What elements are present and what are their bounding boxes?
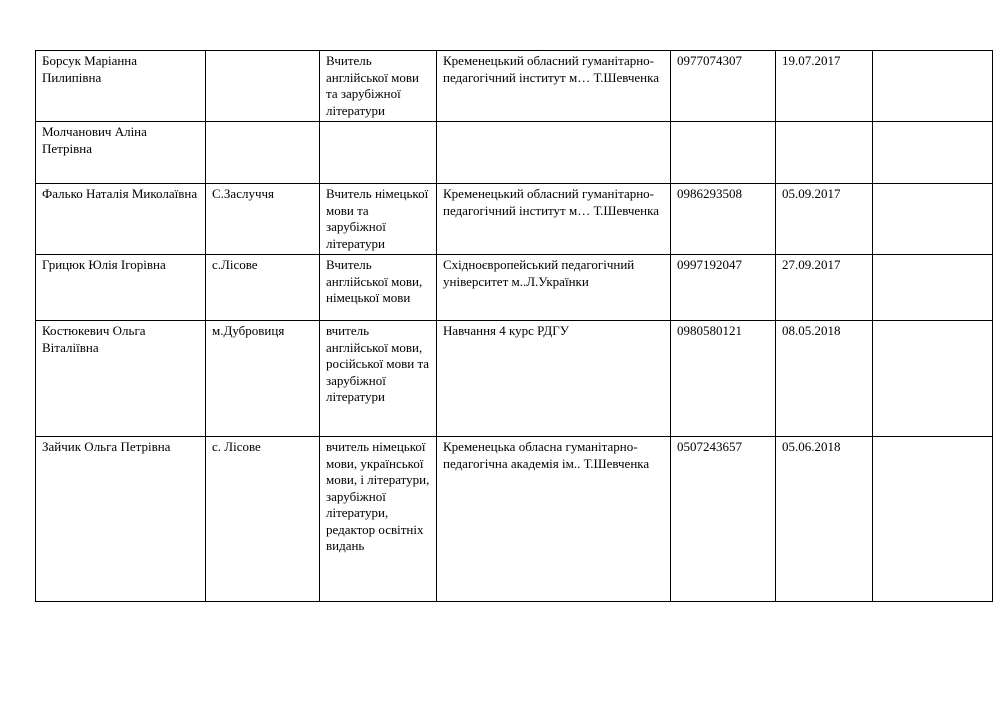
name-cell: Грицюк Юлія Ігорівна — [36, 255, 206, 321]
table-row — [36, 122, 993, 184]
education-cell — [437, 122, 671, 184]
note-cell — [873, 255, 993, 321]
note-cell — [873, 184, 993, 255]
education-cell: Навчання 4 курс РДГУ — [437, 321, 671, 437]
staff-table — [35, 50, 993, 602]
note-cell — [873, 321, 993, 437]
village-cell: С.Заслуччя — [206, 184, 320, 255]
table-row — [36, 321, 993, 437]
phone-cell — [671, 122, 776, 184]
name-cell: Зайчик Ольга Петрівна — [36, 437, 206, 602]
table-row — [36, 51, 993, 122]
village-cell — [206, 51, 320, 122]
phone-cell: 0507243657 — [671, 437, 776, 602]
date-cell: 05.09.2017 — [776, 184, 873, 255]
name-cell: Борсук Маріанна Пилипівна — [36, 51, 206, 122]
phone-cell: 0986293508 — [671, 184, 776, 255]
name-cell: Фалько Наталія Миколаївна — [36, 184, 206, 255]
education-cell: Кременецька обласна гуманітарно-педагогічна академія ім.. Т.Шевченка — [437, 437, 671, 602]
date-cell: 27.09.2017 — [776, 255, 873, 321]
education-cell: Кременецький обласний гуманітарно-педагогічний інститут м… Т.Шевченка — [437, 184, 671, 255]
phone-cell: 0980580121 — [671, 321, 776, 437]
date-cell — [776, 122, 873, 184]
phone-cell: 0997192047 — [671, 255, 776, 321]
village-cell: с. Лісове — [206, 437, 320, 602]
name-cell: Костюкевич Ольга Віталіївна — [36, 321, 206, 437]
date-cell: 08.05.2018 — [776, 321, 873, 437]
education-cell: Східноєвропейський педагогічний університет м..Л.Українки — [437, 255, 671, 321]
name-cell: Молчанович Аліна Петрівна — [36, 122, 206, 184]
table-row — [36, 437, 993, 602]
table-row — [36, 255, 993, 321]
position-cell: Вчитель англійської мови та зарубіжної літератури — [320, 51, 437, 122]
village-cell: с.Лісове — [206, 255, 320, 321]
note-cell — [873, 51, 993, 122]
note-cell — [873, 122, 993, 184]
phone-cell: 0977074307 — [671, 51, 776, 122]
date-cell: 05.06.2018 — [776, 437, 873, 602]
position-cell: вчитель англійської мови, російської мови та зарубіжної літератури — [320, 321, 437, 437]
date-cell: 19.07.2017 — [776, 51, 873, 122]
village-cell: м.Дубровиця — [206, 321, 320, 437]
position-cell — [320, 122, 437, 184]
village-cell — [206, 122, 320, 184]
position-cell: Вчитель німецької мови та зарубіжної літератури — [320, 184, 437, 255]
education-cell: Кременецький обласний гуманітарно-педагогічний інститут м… Т.Шевченка — [437, 51, 671, 122]
position-cell: вчитель німецької мови, української мови, і літератури, зарубіжної літератури, редактор освітніх видань — [320, 437, 437, 602]
table-row — [36, 184, 993, 255]
position-cell: Вчитель англійської мови, німецької мови — [320, 255, 437, 321]
note-cell — [873, 437, 993, 602]
